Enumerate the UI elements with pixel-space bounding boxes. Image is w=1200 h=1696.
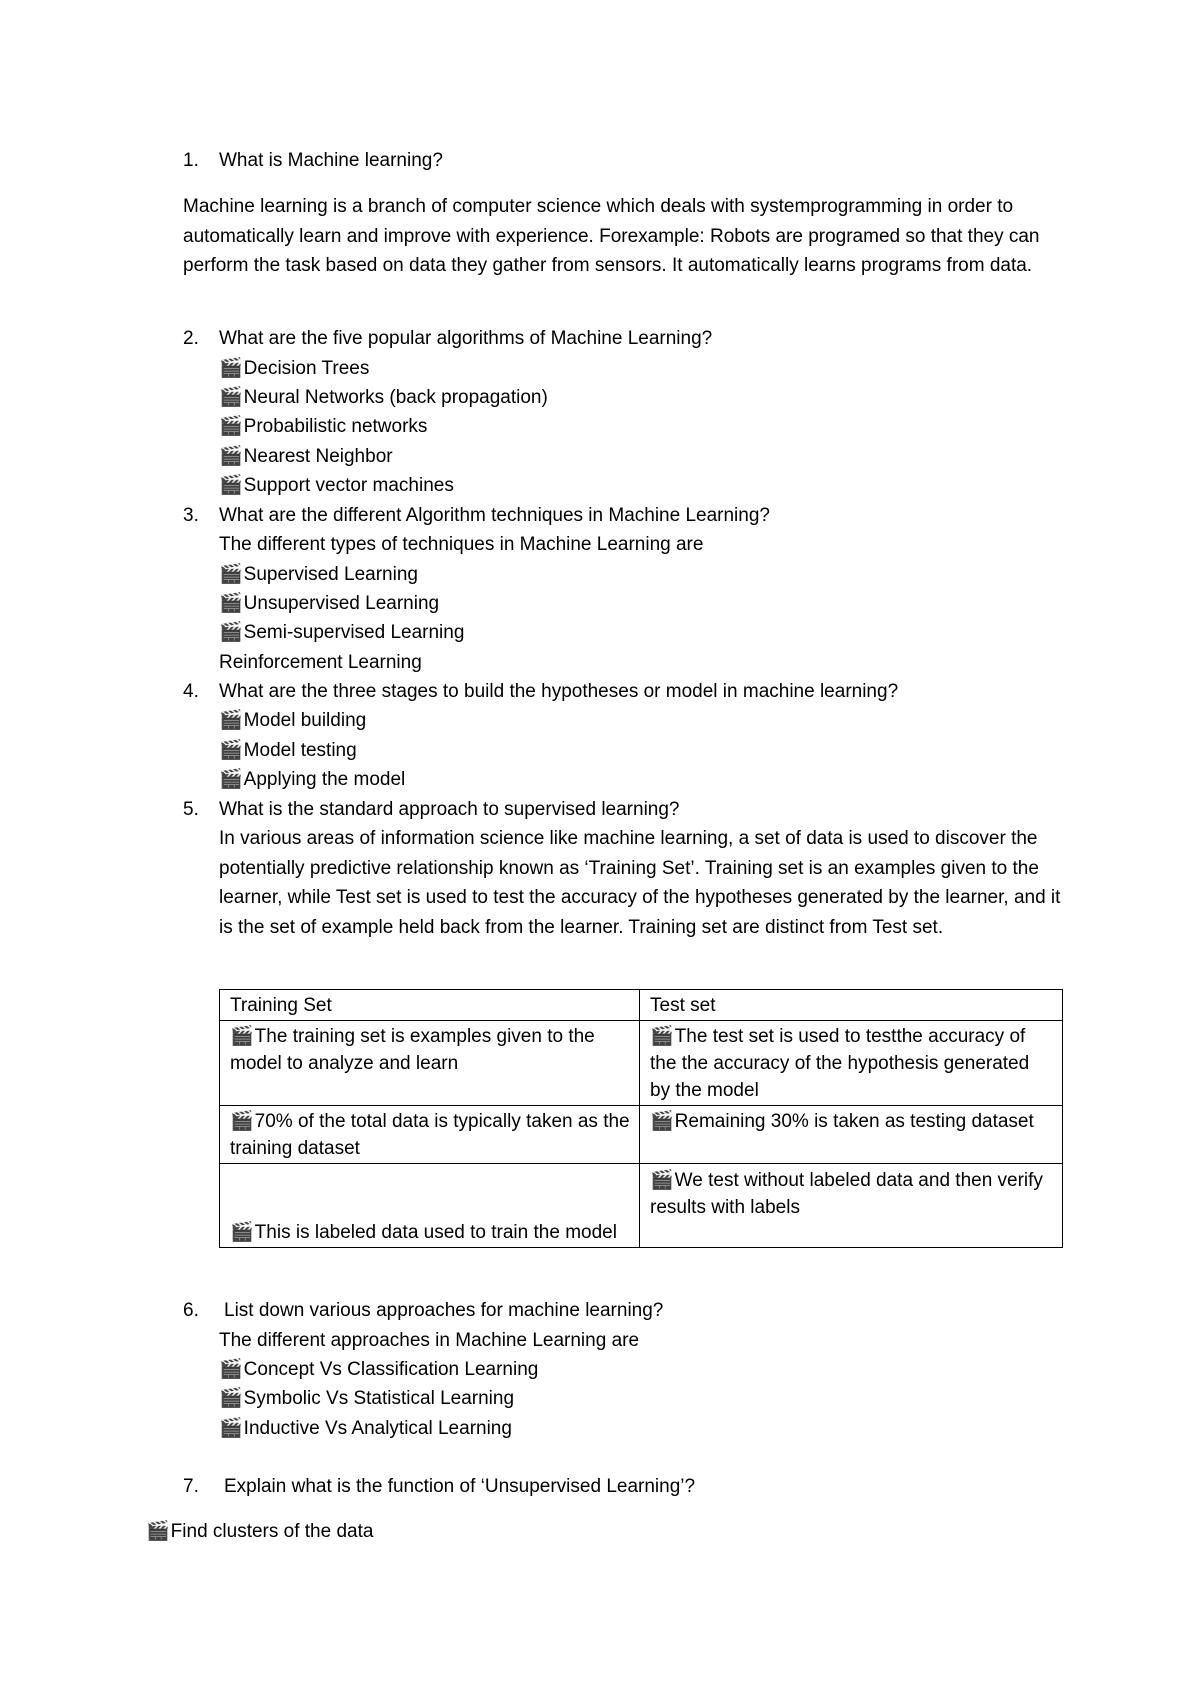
list-item: 🎬Unsupervised Learning (219, 593, 440, 614)
clapperboard-icon: 🎬 (219, 593, 243, 614)
clapperboard-icon: 🎬 (650, 1170, 674, 1191)
answer-paragraph-1: Machine learning is a branch of computer science which deals with systemprogramming in order to automatically learn and improve with experience. Forexample: Robots are programed so that they can perform the task based on data they gather from sensors. It automatically learns programs from data. (183, 196, 1040, 276)
clapperboard-icon: 🎬 (219, 475, 243, 496)
clapperboard-icon: 🎬 (219, 564, 243, 585)
question-number: 5. (183, 799, 199, 820)
question-text: What is Machine learning? (219, 150, 443, 171)
clapperboard-icon: 🎬 (219, 622, 243, 643)
list-item: 🎬Semi-supervised Learning (219, 622, 465, 643)
question-text: List down various approaches for machine learning? (224, 1300, 664, 1321)
clapperboard-icon: 🎬 (219, 710, 243, 731)
question-text: What is the standard approach to supervised learning? (219, 799, 680, 820)
training-vs-test-table (219, 989, 1063, 1248)
table-header-cell: Test set (640, 990, 1063, 1021)
table-header-cell: Training Set (220, 990, 640, 1021)
table-cell: 🎬This is labeled data used to train the model (220, 1164, 640, 1248)
question-number: 2. (183, 328, 199, 349)
table-cell: 🎬70% of the total data is typically taken as the training dataset (220, 1106, 640, 1164)
question-number: 1. (183, 150, 199, 171)
clapperboard-icon: 🎬 (146, 1521, 170, 1542)
table-cell: 🎬We test without labeled data and then verify results with labels (640, 1164, 1063, 1248)
question-text: What are the different Algorithm techniques in Machine Learning? (219, 505, 770, 526)
list-item: 🎬Model testing (219, 740, 357, 761)
table-row (220, 1021, 1063, 1106)
list-item: 🎬Applying the model (219, 769, 406, 790)
list-item: 🎬Probabilistic networks (219, 416, 428, 437)
list-item: 🎬Concept Vs Classification Learning (219, 1359, 539, 1380)
clapperboard-icon: 🎬 (219, 446, 243, 467)
table-cell: 🎬The test set is used to testthe accuracy of the the accuracy of the hypothesis generated by the model (640, 1021, 1063, 1106)
clapperboard-icon: 🎬 (230, 1111, 254, 1132)
clapperboard-icon: 🎬 (219, 387, 243, 408)
question-number: 3. (183, 505, 199, 526)
list-item: 🎬Inductive Vs Analytical Learning (219, 1418, 512, 1439)
table-cell: 🎬The training set is examples given to the model to analyze and learn (220, 1021, 640, 1106)
clapperboard-icon: 🎬 (230, 1026, 254, 1047)
list-item: 🎬Decision Trees (219, 358, 370, 379)
clapperboard-icon: 🎬 (219, 416, 243, 437)
table-cell: 🎬Remaining 30% is taken as testing dataset (640, 1106, 1063, 1164)
intro-text: The different approaches in Machine Learning are (219, 1330, 640, 1351)
clapperboard-icon: 🎬 (650, 1111, 674, 1132)
list-item: 🎬Supervised Learning (219, 564, 418, 585)
list-item: 🎬Nearest Neighbor (219, 446, 393, 467)
list-item: 🎬Find clusters of the data (146, 1521, 374, 1542)
question-number: 4. (183, 681, 199, 702)
clapperboard-icon: 🎬 (219, 358, 243, 379)
question-number: 6. (183, 1300, 199, 1321)
list-item: 🎬Support vector machines (219, 475, 454, 496)
list-item: 🎬Neural Networks (back propagation) (219, 387, 548, 408)
clapperboard-icon: 🎬 (219, 769, 243, 790)
clapperboard-icon: 🎬 (650, 1026, 674, 1047)
table-row (220, 1164, 1063, 1248)
list-item: 🎬Symbolic Vs Statistical Learning (219, 1388, 515, 1409)
answer-paragraph-5: In various areas of information science like machine learning, a set of data is used to discover the potentially predictive relationship known as ‘Training Set’. Training set is an examples given to the learner, while Test set is used to test the accuracy of the hypotheses generated by the learner, and it is the set of example held back from the learner. Training set are distinct from Test set. (219, 828, 1061, 938)
clapperboard-icon: 🎬 (219, 1388, 243, 1409)
clapperboard-icon: 🎬 (219, 1359, 243, 1380)
clapperboard-icon: 🎬 (230, 1222, 254, 1243)
table-header-row (220, 990, 1063, 1021)
list-item-plain: Reinforcement Learning (219, 652, 422, 673)
table-row (220, 1106, 1063, 1164)
list-item: 🎬Model building (219, 710, 367, 731)
question-text: What are the three stages to build the hypotheses or model in machine learning? (219, 681, 899, 702)
clapperboard-icon: 🎬 (219, 740, 243, 761)
question-text: What are the five popular algorithms of Machine Learning? (219, 328, 713, 349)
question-number: 7. (183, 1476, 199, 1497)
intro-text: The different types of techniques in Machine Learning are (219, 534, 704, 555)
clapperboard-icon: 🎬 (219, 1418, 243, 1439)
question-text: Explain what is the function of ‘Unsupervised Learning’? (224, 1476, 696, 1497)
